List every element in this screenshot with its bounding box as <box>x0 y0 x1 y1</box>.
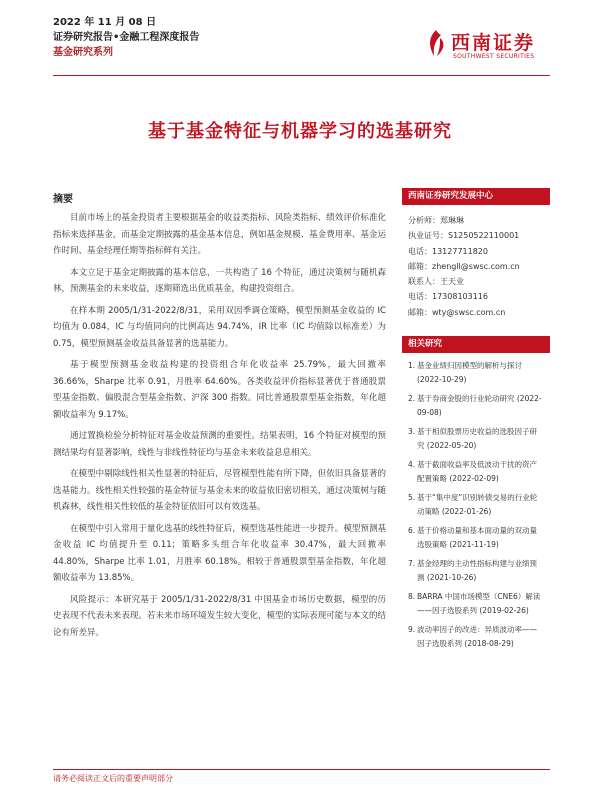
report-series: 基金研究系列 <box>53 47 113 58</box>
related-item[interactable] <box>408 590 544 617</box>
report-header <box>53 15 199 60</box>
related-item-number: 4. <box>408 460 416 470</box>
related-item[interactable] <box>408 557 544 584</box>
related-item-number: 3. <box>408 427 416 437</box>
logo-mark-icon <box>425 29 447 57</box>
related-item[interactable] <box>408 392 544 419</box>
analyst-name: 分析师：郑琳琳 <box>408 216 464 225</box>
related-item[interactable] <box>408 491 544 518</box>
analyst-info <box>402 205 550 320</box>
summary-paragraph: 基于模型预测基金收益构建的投资组合年化收益率 25.79%，最大回撤率 36.66%，Sharpe 比率 0.91，月胜率 64.60%。各类收益评价指标显著优于普通股票型基金指数、偏股混合型基金指数、沪深 300 指数。同比普通股票型基金指数，年化超额收益率为 9.17%。 <box>53 360 386 420</box>
summary-paragraph: 在模型中引入常用于量化选基的线性特征后，模型选基性能进一步提升。模型预测基金收益 IC 均值提升至 0.11；策略多头组合年化收益率 30.47%，最大回撤率 44.80%，Sharpe 比率 1.01，月胜率 60.18%。相较于普通股票型基金指数，年化超额收益率为 13.85%。 <box>53 523 386 583</box>
analyst-phone: 电话：13127711820 <box>408 246 488 256</box>
related-item[interactable] <box>408 458 544 485</box>
related-research <box>402 336 550 650</box>
related-item-text: 基于相似股票历史收益的选股因子研究 (2022-05-20) <box>417 427 537 450</box>
summary-heading: 摘要 <box>53 194 73 205</box>
summary-paragraph: 在模型中剔除线性相关性显著的特征后，尽管模型性能有所下降，但依旧具备显著的选基能力。线性相关性较强的基金特征与基金未来的收益依旧密切相关，通过决策树与随机森林，线性相关性较低的基金特征依旧可以有效选基。 <box>53 469 386 512</box>
related-item[interactable] <box>408 524 544 551</box>
related-heading: 相关研究 <box>402 336 550 353</box>
contact-email-link[interactable]: 邮箱：wty@swsc.com.cn <box>408 307 506 317</box>
summary-paragraph: 目前市场上的基金投资者主要根据基金的收益类指标、风险类指标、绩效评价标准化指标来选择基金，而基金定期披露的基金基本信息，例如基金规模、基金费用率、基金运作时间、基金经理任期等指标鲜有关注。 <box>53 213 386 256</box>
related-item-number: 9. <box>408 625 416 635</box>
summary-paragraph: 本文立足于基金定期披露的基本信息，一共构造了 16 个特征，通过决策树与随机森林，预测基金的未来收益，逐期筛选出优质基金，构建投资组合。 <box>53 267 386 294</box>
header-divider <box>53 75 550 76</box>
contact-phone: 电话：17308103116 <box>408 292 488 302</box>
footer-divider <box>53 769 550 770</box>
summary-paragraph: 在样本期 2005/1/31-2022/8/31，采用双因季调仓策略，模型预测基金收益的 IC 均值为 0.084，IC 与均值同向的比例高达 94.74%，IR 比率（IC 均值除以标准差）为 0.75，模型预测基金收益具备显著的选基能力。 <box>53 305 386 349</box>
related-item-text: 波动率因子的改进：异质波动率——因子选股系列 (2018-08-29) <box>417 625 537 648</box>
related-item-text: 基金业绩归因模型的解析与探讨 (2022-10-29) <box>417 361 522 384</box>
related-item[interactable] <box>408 623 544 650</box>
related-item-text: 基于券商金股的行业轮动研究 (2022-09-08) <box>417 394 542 417</box>
related-item-text: 基于价格动量和基本面动量的双动量选股策略 (2021-11-19) <box>417 526 537 549</box>
related-item-number: 2. <box>408 394 416 404</box>
company-logo <box>425 26 550 66</box>
research-center-heading: 西南证券研究发展中心 <box>402 188 550 205</box>
risk-warning: 风险提示：本研究基于 2005/1/31-2022/8/31 中国基金市场历史数据，模型的历史表现不代表未来表现。若未来市场环境发生较大变化，模型的实际表现可能与本文的结论有所差异。 <box>53 594 386 638</box>
summary-section <box>53 190 386 646</box>
contact-name: 联系人：王天业 <box>408 277 464 287</box>
summary-paragraph: 通过置换检验分析特征对基金收益预测的重要性。结果表明，16 个特征对模型的预测结果均有显著影响，线性与非线性特征均与基金未来收益息息相关。 <box>53 431 386 458</box>
related-item-number: 1. <box>408 361 416 371</box>
footer-disclaimer: 请务必阅读正文后的重要声明部分 <box>53 774 173 783</box>
related-item-number: 8. <box>408 592 416 602</box>
related-item-number: 5. <box>408 493 416 503</box>
logo-text-en: SOUTHWEST SECURITIES <box>453 53 535 60</box>
related-item-number: 6. <box>408 526 416 536</box>
analyst-email-link[interactable]: 邮箱：zhengll@swsc.com.cn <box>408 261 520 271</box>
report-title: 基于基金特征与机器学习的选基研究 <box>148 121 452 142</box>
related-item[interactable] <box>408 425 544 452</box>
sidebar <box>402 188 550 656</box>
related-item-text: 基金经理的主动性指标构建与业绩预测 (2021-10-26) <box>417 559 537 582</box>
related-item[interactable] <box>408 359 544 386</box>
logo-text-cn: 西南证券 <box>451 32 536 54</box>
related-item-text: BARRA 中国市场模型（CNE6）解读——因子选股系列 (2019-02-26) <box>417 592 541 615</box>
related-list <box>402 353 550 650</box>
related-item-text: 基于“集中度”识别转债交易的行业轮动策略 (2022-01-26) <box>417 493 538 516</box>
related-item-number: 7. <box>408 559 416 569</box>
related-item-text: 基于截面收益率及低波动干扰的资产配置策略 (2022-02-09) <box>417 460 537 483</box>
report-date: 2022 年 11 月 08 日 <box>53 17 157 28</box>
report-type: 证券研究报告•金融工程深度报告 <box>53 32 200 43</box>
analyst-license: 执业证号：S1250522110001 <box>408 231 520 241</box>
